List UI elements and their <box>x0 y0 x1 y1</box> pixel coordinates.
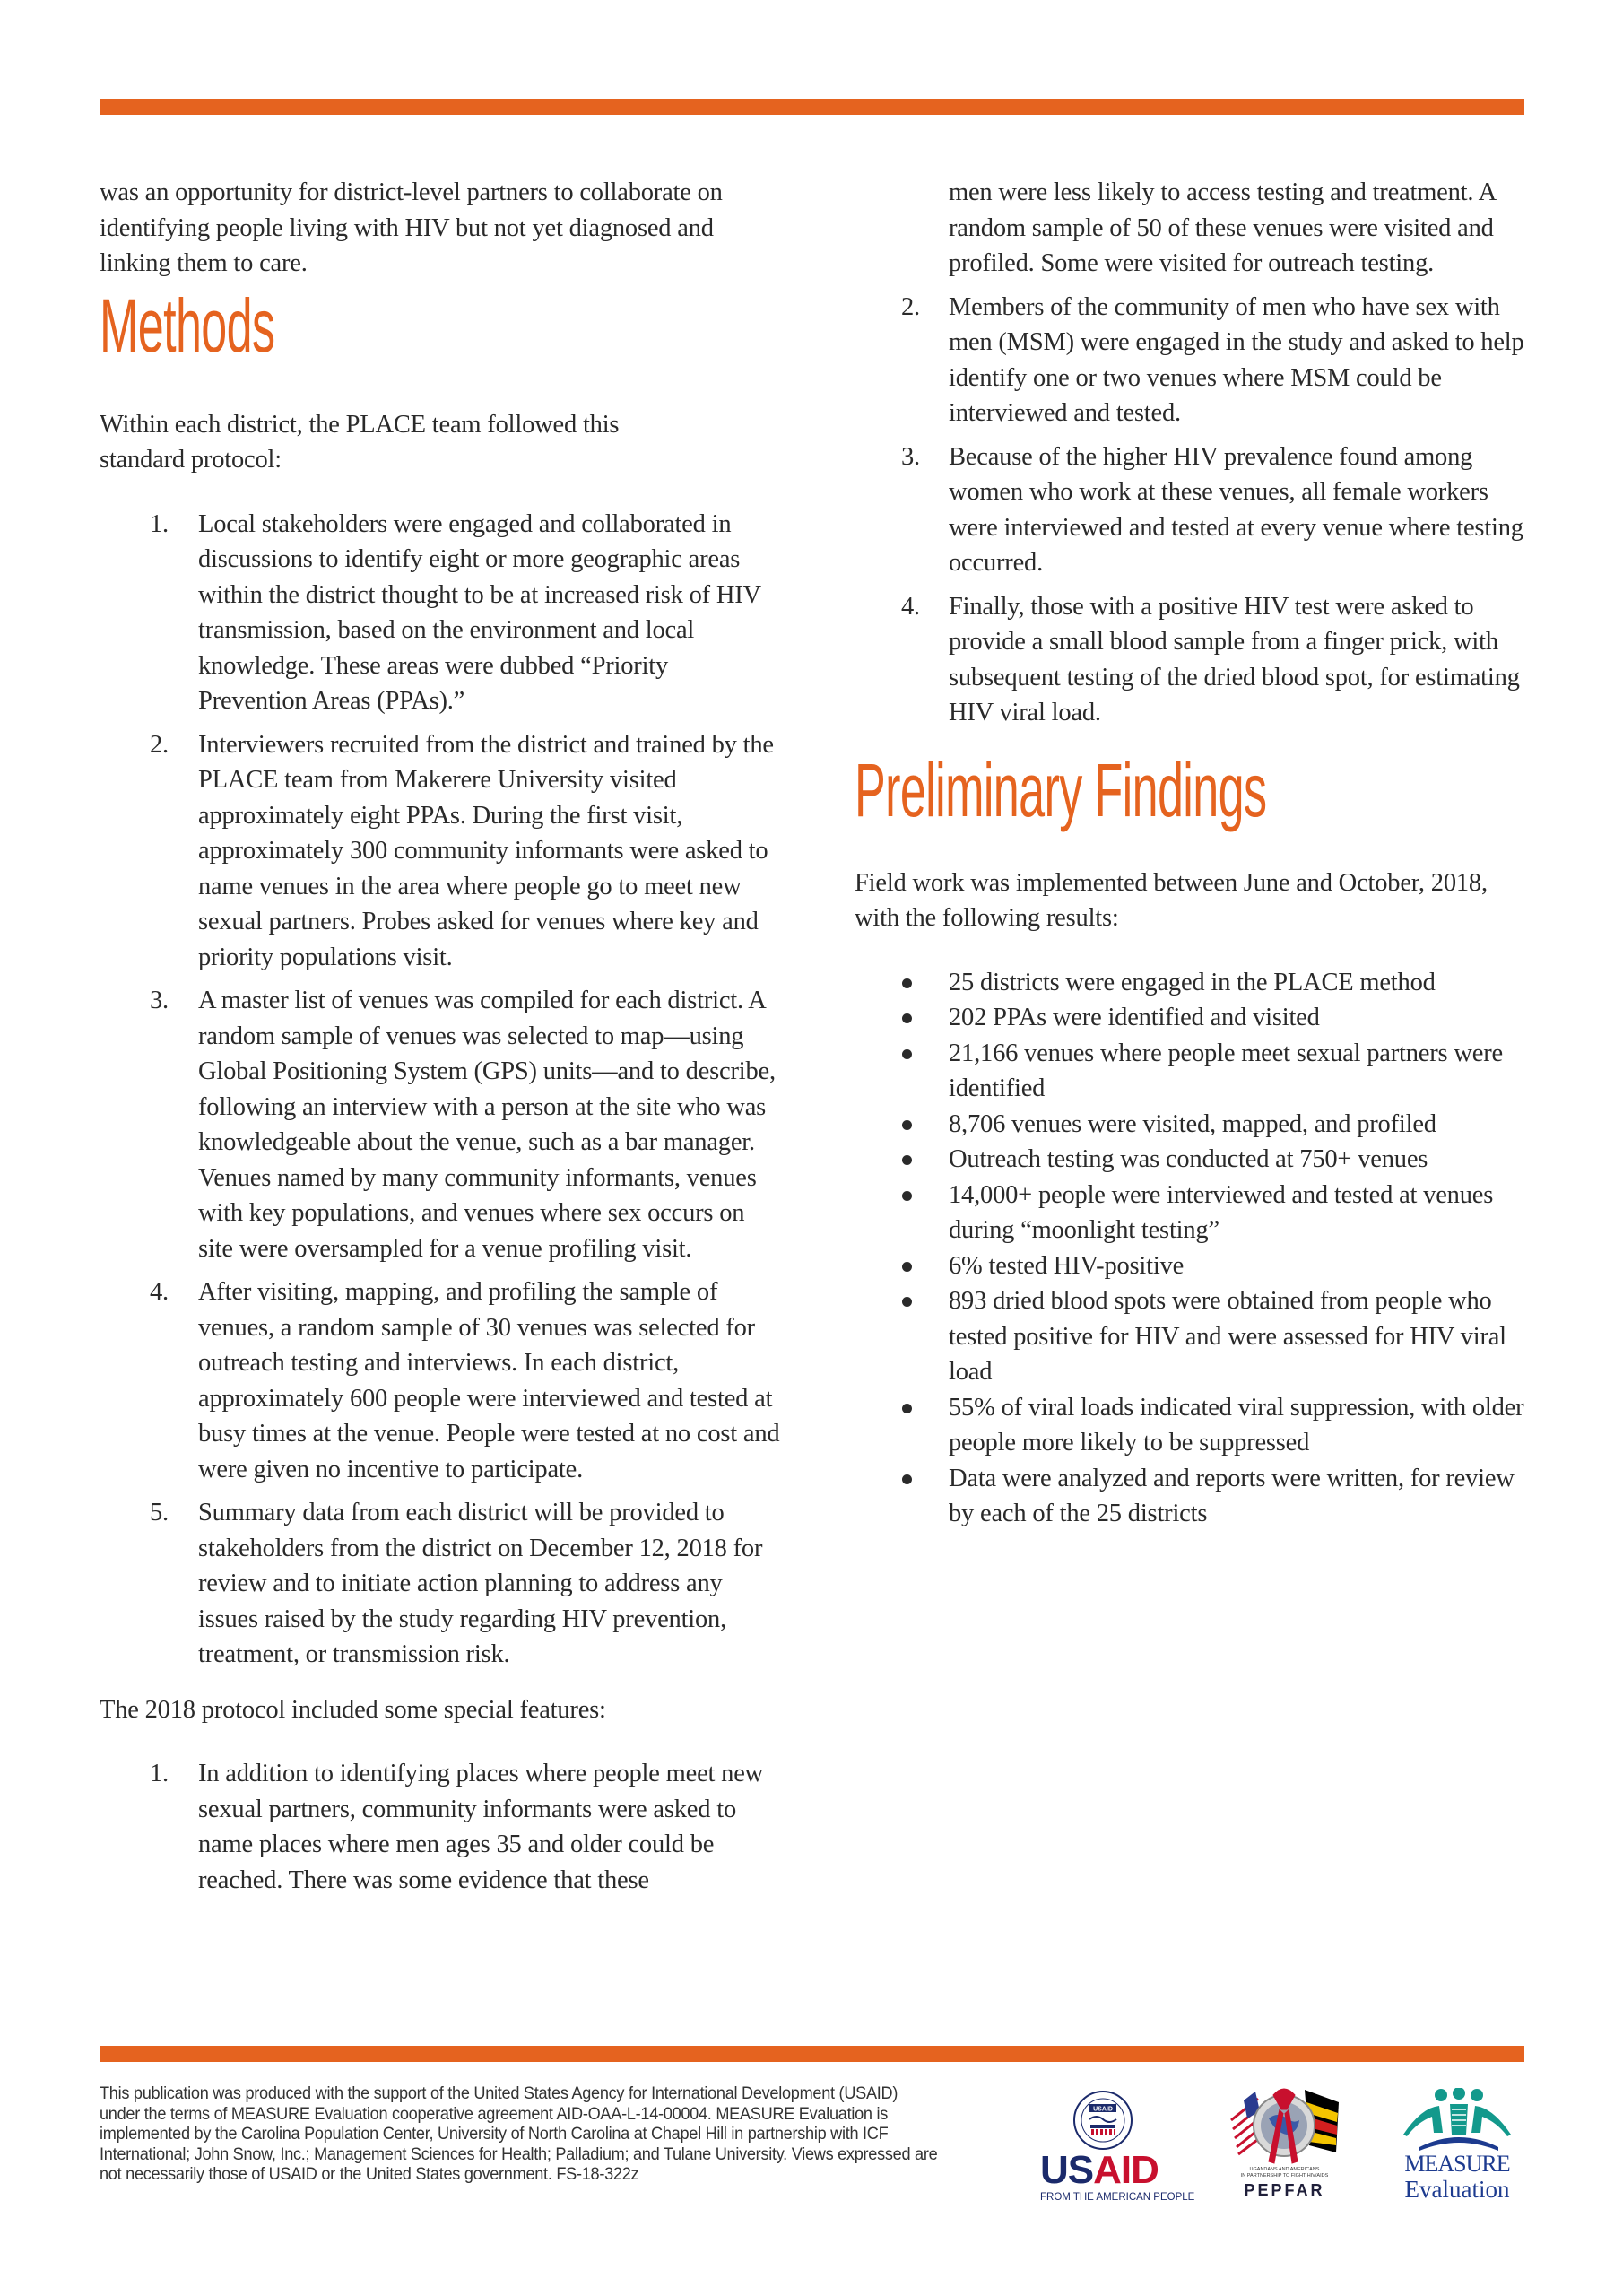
findings-intro: Field work was implemented between June and October, 2018, with the following results: <box>855 868 1488 932</box>
measure-evaluation-logo <box>1394 2088 1520 2206</box>
step-text: Summary data from each district will be provided to stakeholders from the district on December 12, 2018 for review and to initiate action planning to address any issues raised by the study regarding HIV prevention, treatment, or transmission risk. <box>198 1499 763 1668</box>
feature-number: 3. <box>901 442 920 471</box>
finding-item <box>855 1107 1536 1143</box>
finding-text: 25 districts were engaged in the PLACE method <box>949 968 1436 996</box>
step-number: 4. <box>150 1278 169 1306</box>
bullet-icon <box>902 1297 912 1307</box>
special-features-continued-list <box>855 175 1536 731</box>
step-text: Interviewers recruited from the district and trained by the PLACE team from Makerere University visited approximately eight PPAs. During the first visit, approximately 300 community informants were asked to name venues in the area where people go to meet new sexual partners. Probes asked for venues where key and priority populations visit. <box>198 730 774 971</box>
finding-text: 6% tested HIV-positive <box>949 1251 1185 1280</box>
left-column <box>100 175 790 1898</box>
findings-heading: Preliminary Findings <box>855 747 1267 832</box>
finding-item <box>855 1142 1536 1178</box>
feature-number: 4. <box>901 592 920 621</box>
finding-item <box>855 1000 1536 1036</box>
usaid-wordmark: USAID <box>1040 2148 1159 2192</box>
feature-text: men were less likely to access testing and treatment. A random sample of 50 of these venues were visited and profiled. Some were visited for outreach testing. <box>949 178 1496 277</box>
footer-disclaimer <box>100 2083 942 2185</box>
protocol-steps-list <box>100 507 781 1673</box>
feature-text: Members of the community of men who have sex with men (MSM) were engaged in the study and asked to help identify one or two venues where MSM could be interviewed and tested. <box>949 292 1524 427</box>
right-column <box>855 175 1536 1532</box>
pepfar-emblem-icon <box>1224 2083 1345 2168</box>
bullet-icon <box>902 1191 912 1201</box>
step-number: 5. <box>150 1499 169 1526</box>
step-text: After visiting, mapping, and profiling the sample of venues, a random sample of 30 venues was selected for outreach testing and interviews. In each district, approximately 600 people were interviewed and tested at busy times at the venue. People were tested at no cost and were given no incentive to participate. <box>198 1278 780 1483</box>
bottom-accent-bar <box>100 2046 1524 2062</box>
special-feature <box>855 589 1536 731</box>
feature-number: 1. <box>150 1760 169 1787</box>
finding-text: 55% of viral loads indicated viral suppression, with older people more likely to be suppressed <box>949 1393 1524 1457</box>
finding-item <box>855 1283 1536 1390</box>
step-number: 3. <box>150 987 169 1014</box>
top-accent-bar <box>100 99 1524 115</box>
svg-text:USAID: USAID <box>1093 2106 1113 2113</box>
feature-text: Because of the higher HIV prevalence found among women who work at these venues, all female workers were interviewed and tested at every venue where testing occurred. <box>949 442 1523 577</box>
pepfar-logo <box>1224 2083 1345 2206</box>
finding-item <box>855 1036 1536 1107</box>
measure-people-icon <box>1394 2088 1520 2151</box>
disclaimer-text: This publication was produced with the support of the United States Agency for International Development (USAID) under the terms of MEASURE Evaluation cooperative agreement AID-OAA-L-14-00004. MEASURE Evaluation is implemented by the Carolina Population Center, University of North Carolina at Chapel Hill in partnership with ICF International; John Snow, Inc.; Management Sciences for Health; Palladium; and Tulane University. Views expressed are not necessarily those of USAID or the United States government. FS-18-322z <box>100 2083 938 2185</box>
bullet-icon <box>902 1474 912 1484</box>
finding-item <box>855 1461 1536 1532</box>
usaid-seal-icon <box>1036 2090 1170 2152</box>
protocol-step <box>100 1274 781 1487</box>
bullet-icon <box>902 1013 912 1023</box>
protocol-step <box>100 507 781 719</box>
finding-text: 8,706 venues were visited, mapped, and profiled <box>949 1109 1436 1138</box>
bullet-icon <box>902 1404 912 1413</box>
special-feature <box>855 290 1536 431</box>
step-number: 1. <box>150 509 169 538</box>
bullet-icon <box>902 1049 912 1059</box>
special-features-intro: The 2018 protocol included some special features: <box>100 1695 606 1724</box>
feature-text: In addition to identifying places where people meet new sexual partners, community informants were asked to name places where men ages 35 and older could be reached. There was some evidence that these <box>198 1760 764 1894</box>
usaid-logo <box>1036 2090 1195 2206</box>
special-feature <box>100 1756 781 1898</box>
protocol-step <box>100 983 781 1266</box>
intro-paragraph: was an opportunity for district-level partners to collaborate on identifying people living with HIV but not yet diagnosed and linking them to care. <box>100 178 723 277</box>
step-text: A master list of venues was compiled for each district. A random sample of venues was selected to map—using Global Positioning System (GPS) units—and to describe, following an interview with a person at the site who was knowledgeable about the venue, such as a bar manager. Venues named by many community informants, venues with key populations, and venues where sex occurs on site were oversampled for a venue profiling visit. <box>198 987 776 1263</box>
findings-list <box>855 965 1536 1532</box>
measure-wordmark: MEASURE <box>1404 2151 1510 2177</box>
special-features-list <box>100 1756 781 1898</box>
special-feature-continuation <box>855 175 1536 282</box>
finding-item <box>855 1248 1536 1284</box>
step-text: Local stakeholders were engaged and collaborated in discussions to identify eight or more geographic areas within the district thought to be at increased risk of HIV transmission, based on the environment and local knowledge. These areas were dubbed “Priority Prevention Areas (PPAs).” <box>198 509 761 715</box>
finding-text: 21,166 venues where people meet sexual partners were identified <box>949 1039 1503 1102</box>
finding-text: Data were analyzed and reports were written, for review by each of the 25 districts <box>949 1464 1515 1527</box>
finding-text: 893 dried blood spots were obtained from people who tested positive for HIV and were assessed for HIV viral load <box>949 1287 1506 1386</box>
methods-intro: Within each district, the PLACE team followed this standard protocol: <box>100 410 620 474</box>
finding-text: 14,000+ people were interviewed and tested at venues during “moonlight testing” <box>949 1180 1494 1244</box>
finding-item <box>855 1178 1536 1248</box>
feature-text: Finally, those with a positive HIV test were asked to provide a small blood sample from a finger prick, with subsequent testing of the dried blood spot, for estimating HIV viral load. <box>949 592 1520 726</box>
special-feature <box>855 439 1536 581</box>
protocol-step <box>100 727 781 976</box>
bullet-icon <box>902 978 912 988</box>
bullet-icon <box>902 1120 912 1130</box>
pepfar-subtitle: UGANDANS AND AMERICANS IN PARTNERSHIP TO FIGHT HIV/AIDS <box>1240 2167 1329 2179</box>
finding-text: Outreach testing was conducted at 750+ venues <box>949 1145 1428 1173</box>
bullet-icon <box>902 1262 912 1272</box>
usaid-tagline: FROM THE AMERICAN PEOPLE <box>1040 2192 1195 2203</box>
protocol-step <box>100 1495 781 1673</box>
finding-item <box>855 1390 1536 1461</box>
pepfar-wordmark: PEPFAR <box>1244 2181 1325 2199</box>
feature-number: 2. <box>901 292 920 321</box>
step-number: 2. <box>150 730 169 759</box>
finding-text: 202 PPAs were identified and visited <box>949 1004 1320 1031</box>
evaluation-wordmark: Evaluation <box>1404 2176 1510 2203</box>
methods-heading: Methods <box>100 283 275 368</box>
bullet-icon <box>902 1155 912 1165</box>
finding-item <box>855 965 1536 1001</box>
